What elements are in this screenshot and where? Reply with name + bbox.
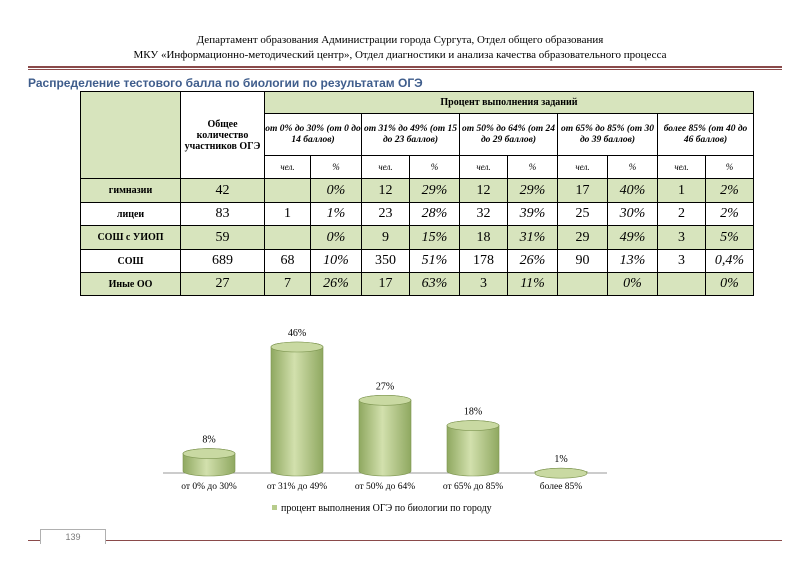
bar-top	[183, 449, 235, 459]
cell-count: 25	[558, 203, 608, 226]
cell-percent: 63%	[410, 273, 460, 296]
data-label: 46%	[287, 328, 307, 339]
category-label: от 0% до 30%	[181, 482, 237, 492]
range-header-2: от 31% до 49% (от 15 до 23 баллов)	[362, 114, 460, 156]
sub-pct: %	[706, 156, 754, 179]
cell-percent: 30%	[608, 203, 658, 226]
range-header-1: от 0% до 30% (от 0 до 14 баллов)	[265, 114, 362, 156]
cell-count: 350	[362, 250, 410, 273]
group-header: Процент выполнения заданий	[265, 92, 754, 114]
data-label: 8%	[202, 434, 216, 446]
cell-count: 3	[460, 273, 508, 296]
legend-label: процент выполнения ОГЭ по биологии по городу	[281, 503, 492, 514]
cell-count: 12	[362, 179, 410, 203]
row-total: 42	[181, 179, 265, 203]
cell-percent: 29%	[508, 179, 558, 203]
range-header-3: от 50% до 64% (от 24 до 29 баллов)	[460, 114, 558, 156]
cell-count: 90	[558, 250, 608, 273]
cell-count: 23	[362, 203, 410, 226]
cell-count: 3	[658, 226, 706, 250]
row-label: СОШ	[81, 250, 181, 273]
cell-count: 18	[460, 226, 508, 250]
category-label: более 85%	[539, 482, 583, 492]
cell-percent: 2%	[706, 203, 754, 226]
cell-count: 12	[460, 179, 508, 203]
cell-percent: 31%	[508, 226, 558, 250]
cell-count: 29	[558, 226, 608, 250]
sub-people: чел.	[265, 156, 311, 179]
cell-percent: 49%	[608, 226, 658, 250]
row-total: 689	[181, 250, 265, 273]
bar	[359, 395, 411, 476]
cell-percent: 11%	[508, 273, 558, 296]
cell-percent: 0%	[311, 226, 362, 250]
cell-count: 3	[658, 250, 706, 273]
sub-people: чел.	[558, 156, 608, 179]
cell-percent: 13%	[608, 250, 658, 273]
page-title: Распределение тестового балла по биологии по результатам ОГЭ	[28, 76, 423, 90]
cell-count: 9	[362, 226, 410, 250]
bar-top	[271, 342, 323, 352]
row-total: 59	[181, 226, 265, 250]
cell-percent: 5%	[706, 226, 754, 250]
data-label: 27%	[375, 381, 395, 393]
footer-rule	[28, 540, 782, 541]
cell-count: 17	[362, 273, 410, 296]
cell-percent: 29%	[410, 179, 460, 203]
row-label: Иные ОО	[81, 273, 181, 296]
cell-count: 1	[658, 179, 706, 203]
sub-pct: %	[410, 156, 460, 179]
cell-percent: 28%	[410, 203, 460, 226]
row-total: 27	[181, 273, 265, 296]
cell-percent: 0%	[311, 179, 362, 203]
cell-percent: 0%	[706, 273, 754, 296]
cell-count: 2	[658, 203, 706, 226]
cell-count: 7	[265, 273, 311, 296]
row-label: гимназии	[81, 179, 181, 203]
header-line-1: Департамент образования Администрации города Сургута, Отдел общего образования	[196, 34, 604, 46]
cell-count: 178	[460, 250, 508, 273]
category-label: от 31% до 49%	[266, 482, 328, 492]
category-label: от 65% до 85%	[442, 482, 504, 492]
sub-people: чел.	[362, 156, 410, 179]
total-header: Общее количество участников ОГЭ	[181, 92, 265, 179]
sub-pct: %	[311, 156, 362, 179]
cell-percent: 0,4%	[706, 250, 754, 273]
bar	[271, 342, 323, 476]
cell-count: 17	[558, 179, 608, 203]
header-line-2: МКУ «Информационно-методический центр», Отдел диагностики и анализа качества образовательного процесса	[133, 49, 667, 61]
cell-percent: 1%	[311, 203, 362, 226]
cell-percent: 51%	[410, 250, 460, 273]
page-number: 139	[40, 529, 106, 544]
data-label: 18%	[463, 406, 483, 418]
row-total: 83	[181, 203, 265, 226]
cell-percent: 2%	[706, 179, 754, 203]
bar-top	[359, 395, 411, 405]
cell-count: 1	[265, 203, 311, 226]
cell-percent: 40%	[608, 179, 658, 203]
row-label: лицеи	[81, 203, 181, 226]
cell-count: 32	[460, 203, 508, 226]
cell-percent: 26%	[311, 273, 362, 296]
sub-people: чел.	[658, 156, 706, 179]
legend-swatch	[272, 505, 277, 510]
cell-percent: 0%	[608, 273, 658, 296]
range-header-4: от 65% до 85% (от 30 до 39 баллов)	[558, 114, 658, 156]
sub-people: чел.	[460, 156, 508, 179]
cell-count: 68	[265, 250, 311, 273]
bar-top	[447, 421, 499, 431]
cell-percent: 39%	[508, 203, 558, 226]
data-label: 1%	[554, 454, 568, 466]
category-label: от 50% до 64%	[354, 482, 416, 492]
cell-percent: 10%	[311, 250, 362, 273]
bar-top	[535, 468, 587, 478]
sub-pct: %	[508, 156, 558, 179]
range-header-5: более 85% (от 40 до 46 баллов)	[658, 114, 754, 156]
sub-pct: %	[608, 156, 658, 179]
row-label: СОШ с УИОП	[81, 226, 181, 250]
cell-percent: 15%	[410, 226, 460, 250]
cell-percent: 26%	[508, 250, 558, 273]
